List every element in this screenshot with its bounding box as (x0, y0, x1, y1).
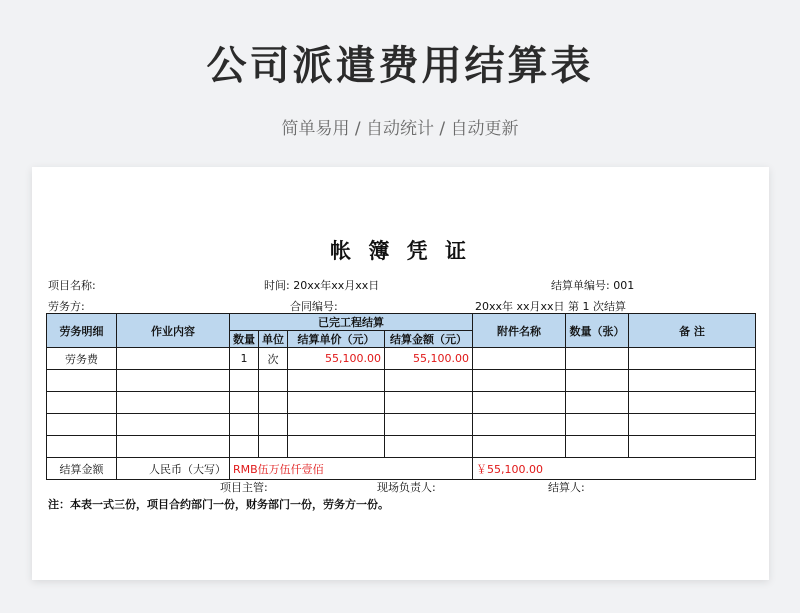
total-row (47, 458, 756, 480)
rmb-label: 人民币（大写） (117, 458, 230, 480)
cell-unit[interactable] (259, 436, 288, 458)
page-subtitle: 简单易用 / 自动统计 / 自动更新 (281, 119, 519, 139)
cell-detail[interactable] (47, 392, 117, 414)
table-row (47, 370, 756, 392)
cell-content[interactable] (117, 414, 230, 436)
cell-unit-price[interactable]: 55,100.00 (288, 348, 385, 370)
time-label: 时间: (264, 279, 294, 292)
footer-note: 注：本表一式三份，项目合约部门一份，财务部门一份，劳务方一份。 (48, 498, 389, 511)
time-value: 20xx年xx月xx日 (293, 279, 380, 292)
cell-unit-price[interactable] (288, 436, 385, 458)
cell-pages[interactable] (566, 436, 629, 458)
cell-quantity[interactable] (230, 392, 259, 414)
cell-amount[interactable] (385, 370, 473, 392)
cell-pages[interactable] (566, 392, 629, 414)
settlement-date: 20xx年 xx月xx日 (475, 300, 565, 313)
table-row (47, 392, 756, 414)
rmb-words[interactable]: RMB伍万伍仟壹佰 (230, 458, 473, 480)
cell-attachment[interactable] (473, 436, 566, 458)
col-remark: 备 注 (629, 314, 756, 348)
col-labor-detail: 劳务明细 (47, 314, 117, 348)
cell-remark[interactable] (629, 414, 756, 436)
settlement-no-label: 结算单编号: (551, 279, 614, 292)
project-manager-label: 项目主管: (220, 481, 268, 494)
total-amount[interactable]: ￥55,100.00 (473, 458, 756, 480)
cell-unit-price[interactable] (288, 414, 385, 436)
total-label: 结算金额 (47, 458, 117, 480)
cell-pages[interactable] (566, 370, 629, 392)
labor-party-label: 劳务方: (48, 300, 85, 313)
settlement-table (46, 313, 756, 480)
cell-unit[interactable] (259, 392, 288, 414)
col-unit: 单位 (259, 331, 288, 348)
cell-quantity[interactable] (230, 370, 259, 392)
cell-amount[interactable] (385, 414, 473, 436)
settlement-no-field (551, 277, 634, 293)
table-row (47, 348, 756, 370)
project-name-label: 项目名称: (48, 279, 96, 292)
cell-detail[interactable] (47, 370, 117, 392)
document-sheet (32, 167, 769, 580)
col-completed-group: 已完工程结算 (230, 314, 473, 331)
document-title: 帐 簿 凭 证 (330, 239, 471, 263)
cell-content[interactable] (117, 392, 230, 414)
cell-attachment[interactable] (473, 370, 566, 392)
cell-detail[interactable] (47, 436, 117, 458)
cell-remark[interactable] (629, 370, 756, 392)
cell-unit[interactable] (259, 370, 288, 392)
cell-unit[interactable] (259, 414, 288, 436)
cell-attachment[interactable] (473, 414, 566, 436)
cell-unit[interactable]: 次 (259, 348, 288, 370)
time-field (264, 277, 379, 293)
settler-label: 结算人: (548, 481, 585, 494)
cell-content[interactable] (117, 436, 230, 458)
col-amount: 结算金额（元） (385, 331, 473, 348)
site-lead-label: 现场负责人: (377, 481, 436, 494)
cell-quantity[interactable] (230, 414, 259, 436)
cell-amount[interactable] (385, 436, 473, 458)
table-row (47, 414, 756, 436)
settlement-round: 第 1 次结算 (568, 300, 626, 313)
cell-attachment[interactable] (473, 348, 566, 370)
cell-content[interactable] (117, 370, 230, 392)
cell-detail[interactable] (47, 414, 117, 436)
cell-attachment[interactable] (473, 392, 566, 414)
cell-amount[interactable]: 55,100.00 (385, 348, 473, 370)
cell-unit-price[interactable] (288, 370, 385, 392)
cell-content[interactable] (117, 348, 230, 370)
contract-no-label: 合同编号: (290, 300, 338, 313)
cell-pages[interactable] (566, 414, 629, 436)
cell-unit-price[interactable] (288, 392, 385, 414)
col-unit-price: 结算单价（元） (288, 331, 385, 348)
table-row (47, 436, 756, 458)
col-pages: 数量（张） (566, 314, 629, 348)
cell-remark[interactable] (629, 392, 756, 414)
col-quantity: 数量 (230, 331, 259, 348)
cell-quantity[interactable] (230, 436, 259, 458)
cell-remark[interactable] (629, 348, 756, 370)
page-title: 公司派遣费用结算表 (206, 43, 594, 89)
table-header-row (47, 314, 756, 331)
col-work-content: 作业内容 (117, 314, 230, 348)
cell-remark[interactable] (629, 436, 756, 458)
settlement-no-value: 001 (613, 279, 635, 292)
cell-pages[interactable] (566, 348, 629, 370)
cell-detail[interactable]: 劳务费 (47, 348, 117, 370)
cell-amount[interactable] (385, 392, 473, 414)
cell-quantity[interactable]: 1 (230, 348, 259, 370)
col-attachment: 附件名称 (473, 314, 566, 348)
